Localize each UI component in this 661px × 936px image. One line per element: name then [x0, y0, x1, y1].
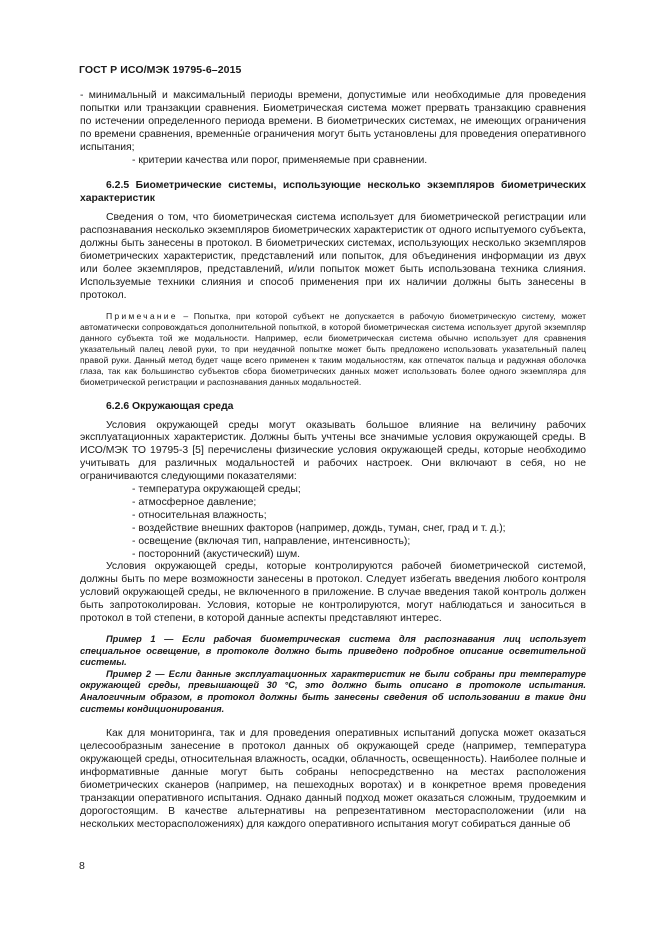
list-item: - минимальный и максимальный периоды времени, допустимые или необходимые для проведения попытки или транзакции сравнения. Биометрическая система может прервать транзакцию сравнения по истечении определенного периода времени. В биометрических системах, не имеющих ограничения по времени сравнения, временны́е ограничения могут быть установлены для проведения оперативного испытания; — [80, 90, 586, 153]
section-heading-6-2-6: 6.2.6 Окружающая среда — [106, 400, 234, 412]
list-item: - критерии качества или порог, применяемые при сравнении. — [132, 154, 428, 166]
section-heading-6-2-5: 6.2.5 Биометрические системы, использующие несколько экземпляров биометрических характеристик — [80, 180, 586, 205]
paragraph: Как для мониторинга, так и для проведения оперативных испытаний допуска может оказаться целесообразным занесение в протокол данных об окружающей среде (например, температура окружающей среды, относительная влажность, осадки, облачность, освещенность). Наиболее полные и информативные данные могут быть собраны непосредственно на местах расположения биометрических сканеров (например, на пешеходных воротах) и в конкретное время проведения транзакции оперативного испытания. Однако данный подход может оказаться сложным, трудоемким и дорогостоящим. В качестве альтернативы на репрезентативном месторасположении (или на нескольких месторасположениях) для каждого оперативного испытания могут собираться данные об — [80, 728, 586, 830]
list-item: - температура окружающей среды; — [132, 484, 301, 496]
paragraph: Сведения о том, что биометрическая система использует для биометрической регистрации или распознавания несколько экземпляров биометрических характеристик от одного испытуемого субъекта, должны быть занесены в протокол. В биометрических системах, использующих несколько экземпляров биометрических характеристик, представлений или попыток, для объединения информации из двух или более экземпляров, представлений, и/или попыток может быть использована техника слияния. Используемые техники слияния и способ применения при их наличии должны быть занесены в протокол. — [80, 212, 586, 301]
list-item: - воздействие внешних факторов (например, дождь, туман, снег, град и т. д.); — [132, 522, 506, 534]
paragraph: Условия окружающей среды могут оказывать большое влияние на величину рабочих эксплуатационных характеристик. Должны быть учтены все значимые условия окружающей среды. В ИСО/МЭК ТО 19795-3 [5] перечислены физические условия окружающей среды, которые необходимо учитывать для различных модальностей и рабочих настроек. Они включают в себя, но не ограничиваются следующими показателями: — [80, 419, 586, 483]
note-text: – Попытка, при которой субъект не допускается в рабочую биометрическую систему, может автоматически сопровождаться дополнительной попыткой, в которой биометрическая система использует другой экземпляр данного субъекта той же модальности. Например, если биометрическая система обычно использует для сравнения указательный палец левой руки, то при неудачной попытке может быть предложено использовать указательный палец правой руки. Данный метод будет чаще всего применен к таким модальностям, как отпечаток пальца и радужная оболочка глаза, так как большинство субъектов сбора биометрических данных может использовать более одного экземпляра для биометрической регистрации и распознавания данных модальностей. — [80, 310, 586, 387]
page-content — [80, 90, 586, 831]
note-label: Примечание — [106, 310, 178, 321]
list-item: - посторонний (акустический) шум. — [132, 548, 300, 560]
document-header: ГОСТ Р ИСО/МЭК 19795-6–2015 — [79, 64, 242, 76]
page-number: 8 — [79, 860, 85, 872]
example-2: Пример 2 — Если данные эксплуатационных характеристик не были собраны при температуре окружающей среды, превышающей 30 °C, это должно быть описано в протоколе испытания. Аналогичным образом, в протокол должны быть занесены сведения об использовании в такие дни системы кондиционирования. — [80, 668, 586, 714]
example-1: Пример 1 — Если рабочая биометрическая система для распознавания лиц использует специальное освещение, в протоколе должно быть приведено подробное описание осветительной системы. — [80, 634, 586, 668]
list-item: - освещение (включая тип, направление, интенсивность); — [132, 535, 411, 547]
note — [80, 311, 586, 388]
paragraph: Условия окружающей среды, которые контролируются рабочей биометрической системой, должны быть по мере возможности занесены в протокол. Следует избегать введения любого контроля условий окружающей среды, не включенного в приложение. В случае введения такой контроль должен быть запротоколирован. Условия, которые не контролируются, могут наблюдаться и заноситься в протокол в той степени, в которой данные аспекты представляют интерес. — [80, 561, 586, 625]
list-item: - атмосферное давление; — [132, 496, 257, 508]
list-item: - относительная влажность; — [132, 509, 267, 521]
